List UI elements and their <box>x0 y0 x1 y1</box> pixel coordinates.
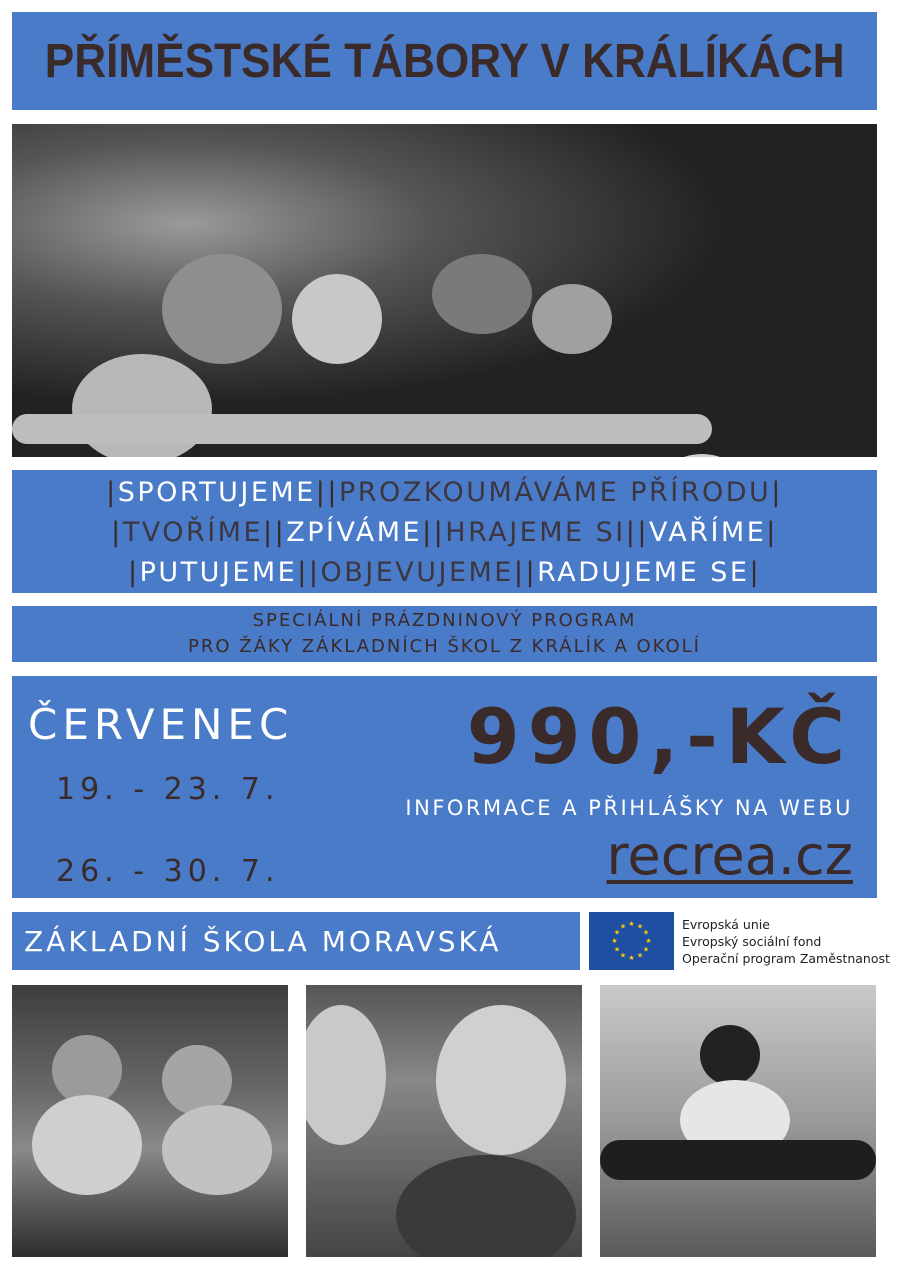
photo-girl-jumping <box>600 985 876 1257</box>
painted-tube <box>12 414 712 444</box>
activities-line-2: | TVOŘÍME || ZPÍVÁME || HRAJEME SI || VAŘÍME | <box>111 516 778 548</box>
eu-flag-icon <box>589 912 674 970</box>
eu-line-2: Evropský sociální fond <box>682 934 822 949</box>
activity-item: PROZKOUMÁVÁME PŘÍRODU <box>339 476 772 508</box>
svg-text:★: ★ <box>642 945 650 954</box>
svg-text:★: ★ <box>613 928 621 937</box>
program-banner <box>12 606 877 662</box>
eu-funding-text <box>682 916 890 967</box>
svg-text:★: ★ <box>628 920 635 928</box>
activity-item: OBJEVUJEME <box>320 556 514 588</box>
activity-item: SPORTUJEME <box>117 476 316 508</box>
price: 990,-KČ <box>466 692 853 781</box>
svg-text:★: ★ <box>613 945 621 954</box>
svg-text:★: ★ <box>636 951 644 960</box>
activity-item: TVOŘÍME <box>122 516 264 548</box>
info-panel <box>12 676 877 898</box>
title-banner <box>12 12 877 110</box>
svg-text:★: ★ <box>645 937 652 945</box>
month-label: ČERVENEC <box>28 700 294 749</box>
svg-text:★: ★ <box>628 954 635 962</box>
activity-item: RADUJEME SE <box>537 556 750 588</box>
photo-girls-playing-water <box>12 985 288 1257</box>
svg-text:★: ★ <box>619 922 627 931</box>
main-photo-children-painting <box>12 124 877 457</box>
school-name: ZÁKLADNÍ ŠKOLA MORAVSKÁ <box>24 924 502 958</box>
activity-item: PUTUJEME <box>139 556 298 588</box>
school-banner <box>12 912 580 970</box>
svg-text:★: ★ <box>619 951 627 960</box>
svg-text:★: ★ <box>642 928 650 937</box>
date-range-1: 19. - 23. 7. <box>56 772 280 807</box>
website-link[interactable]: recrea.cz <box>606 824 853 887</box>
activity-item: HRAJEME SI <box>445 516 626 548</box>
photo-smiling-boys <box>306 985 582 1257</box>
page-title: PŘÍMĚSTSKÉ TÁBORY V KRÁLÍKÁCH <box>44 34 845 88</box>
activities-line-1: | SPORTUJEME || PROZKOUMÁVÁME PŘÍRODU | <box>106 476 783 508</box>
info-text: INFORMACE A PŘIHLÁŠKY NA WEBU <box>405 796 853 820</box>
activities-banner <box>12 470 877 593</box>
eu-line-3: Operační program Zaměstnanost <box>682 951 890 966</box>
activity-item: ZPÍVÁME <box>286 516 423 548</box>
date-range-2: 26. - 30. 7. <box>56 854 280 889</box>
svg-text:★: ★ <box>636 922 644 931</box>
eu-line-1: Evropská unie <box>682 917 770 932</box>
activity-item: VAŘÍME <box>648 516 767 548</box>
program-line-2: PRO ŽÁKY ZÁKLADNÍCH ŠKOL Z KRÁLÍK A OKOLÍ <box>188 636 701 657</box>
program-line-1: SPECIÁLNÍ PRÁZDNINOVÝ PROGRAM <box>252 610 637 631</box>
svg-text:★: ★ <box>611 937 618 945</box>
activities-line-3: | PUTUJEME || OBJEVUJEME || RADUJEME SE | <box>127 556 762 588</box>
